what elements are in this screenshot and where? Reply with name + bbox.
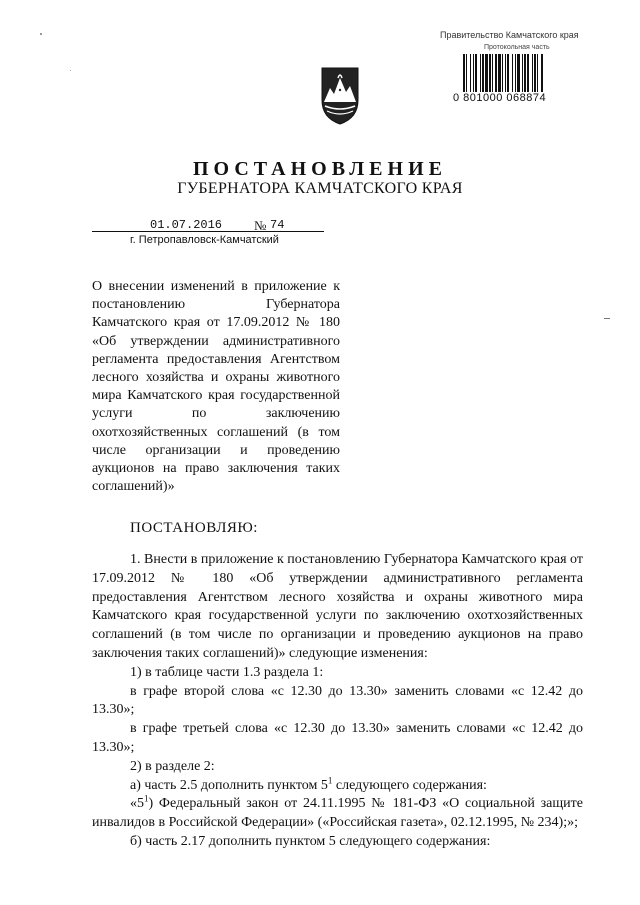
barcode-bar: [473, 54, 474, 92]
margin-mark: [604, 318, 610, 319]
barcode-bar: [517, 54, 520, 92]
document-number: 74: [270, 218, 285, 232]
barcode-bar: [541, 54, 543, 92]
body-paragraph: 1) в таблице части 1.3 раздела 1:: [130, 664, 324, 680]
issue-city: г. Петропавловск-Камчатский: [130, 234, 279, 246]
barcode-bar: [489, 54, 491, 92]
body-paragraph: 1. Внести в приложение к постановлению Губернатора Камчатского края от 17.09.2012 № 180 «Об утверждении административного регламента предоставления Агентством лесного хозяйства и охраны животного мира Камчатского края государственной услуги по заключению охотхозяйственных соглашений (в том числе по организации и проведению аукционов на право заключения таких соглашений)» следующие изменения:: [92, 552, 583, 661]
barcode-bar: [515, 54, 516, 92]
barcode-bar: [537, 54, 538, 92]
issuing-authority: ГУБЕРНАТОРА КАМЧАТСКОГО КРАЯ: [177, 180, 463, 197]
barcode-icon: [462, 54, 590, 92]
body-text: ) Федеральный закон от 24.11.1995 № 181-ФЗ «О социальной защите инвалидов в Российской Федерации» («Российская газета», 02.12.1995, № 234);»;: [92, 796, 583, 831]
scan-speck: [40, 33, 42, 35]
barcode-bar: [475, 54, 477, 92]
superscript: 1: [144, 793, 149, 804]
body-text: а) часть 2.5 дополнить пунктом 5: [130, 777, 328, 793]
barcode-bar: [502, 54, 503, 92]
barcode-bar: [524, 54, 526, 92]
body-paragraph: [92, 774, 583, 796]
document-title: ПОСТАНОВЛЕНИЕ: [193, 158, 447, 180]
barcode-bar: [480, 54, 481, 92]
barcode-bar: [492, 54, 493, 92]
document-subject: О внесении изменений в приложение к постановлению Губернатора Камчатского края от 17.09.2012 № 180 «Об утверждении административного регламента предоставления Агентством лесного хозяйства и охраны животного мира Камчатского края государственной услуги по заключению охотхозяйственных соглашений (в том числе организации и проведению аукционов на право заключения таких соглашений)»: [92, 279, 340, 495]
body-text: следующего содержания:: [332, 777, 487, 793]
document-body: [92, 551, 583, 852]
decree-word: ПОСТАНОВЛЯЮ:: [130, 520, 258, 536]
document-date: 01.07.2016: [150, 218, 223, 232]
barcode-bar: [485, 54, 488, 92]
superscript: 1: [327, 774, 333, 785]
barcode-bar: [482, 54, 484, 92]
barcode-bar: [463, 54, 465, 92]
barcode-bar: [466, 54, 467, 92]
barcode-bar: [522, 54, 523, 92]
body-paragraph: б) часть 2.17 дополнить пунктом 5 следующего содержания:: [130, 833, 491, 849]
date-number-line: [92, 218, 324, 234]
barcode-bar: [527, 54, 529, 92]
barcode-bar: [512, 54, 513, 92]
barcode-bar: [534, 54, 536, 92]
barcode-bar: [505, 54, 506, 92]
barcode-bar: [532, 54, 533, 92]
barcode-number: 0 801000 068874: [453, 92, 547, 104]
body-paragraph: [92, 795, 583, 833]
body-text: «5: [130, 796, 144, 812]
barcode-bar: [507, 54, 509, 92]
barcode-bar: [495, 54, 497, 92]
barcode-bar: [470, 54, 471, 92]
body-paragraph: в графе второй слова «с 12.30 до 13.30» заменить словами «с 12.42 до 13.30»;: [92, 683, 583, 718]
registration-stamp-organization: Правительство Камчатского края: [440, 30, 579, 40]
kamchatka-coat-of-arms-icon: [318, 66, 362, 126]
scan-speck: [70, 70, 71, 71]
registration-stamp-part: Протокольная часть: [484, 44, 550, 51]
barcode-bar: [498, 54, 501, 92]
number-sign: №: [254, 218, 267, 233]
body-paragraph: в графе третьей слова «с 12.30 до 13.30» заменить словами «с 12.42 до 13.30»;: [92, 721, 583, 755]
body-paragraph: 2) в разделе 2:: [130, 758, 215, 774]
